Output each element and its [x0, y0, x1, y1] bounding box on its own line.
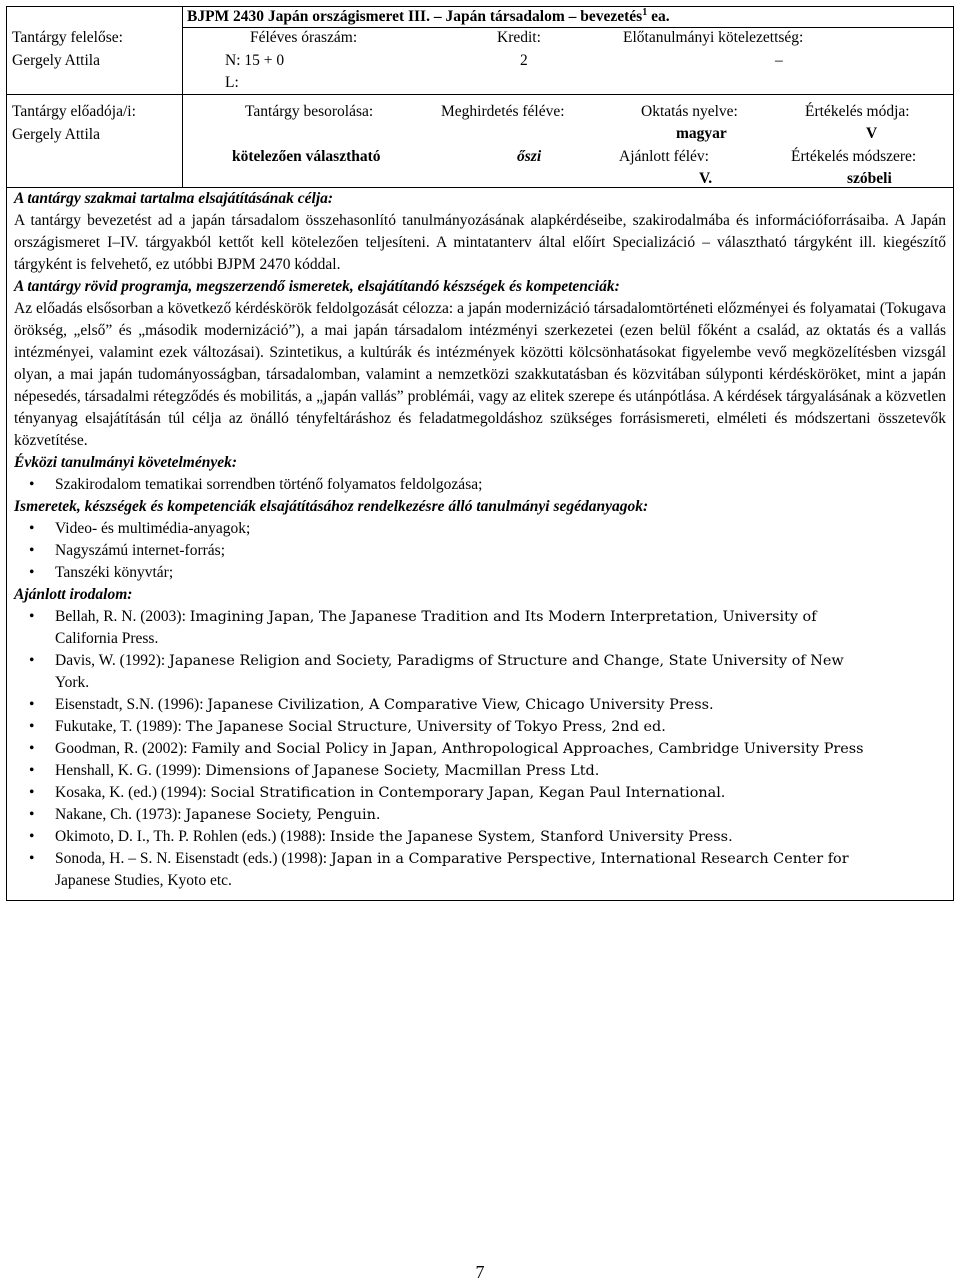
segedanyag-list: [14, 518, 946, 584]
ajanlott-value: V.: [699, 170, 713, 187]
kredit-label: Kredit:: [497, 29, 541, 46]
celja-text: A tantárgy bevezetést ad a japán társadalom összehasonlító tanulmányozásának alapkérdéseibe, szakirodalmába és információforrásaiba. A Japán országismeret I–IV. tárgyakból kettőt kell kötelezően teljesíteni. A mintatanterv által előírt Specializáció – választható tárgyként ill. kiegészítő tárgyként is felvehető, ez utóbbi BJPM 2470 kóddal.: [14, 212, 946, 273]
modja-value: V: [866, 125, 878, 142]
modja-label: Értékelés módja:: [805, 103, 910, 120]
segedanyag-heading: Ismeretek, készségek és kompetenciák elsajátításához rendelkezésre álló tanulmányi segédanyagok:: [14, 498, 649, 515]
bullet-icon: •: [29, 520, 35, 537]
bullet-icon: •: [29, 740, 35, 757]
oraszam-l: L:: [225, 74, 239, 91]
course-title: BJPM 2430 Japán országismeret III. – Japán társadalom – bevezetés$^1$ ea.: [187, 6, 670, 25]
reference-item: • Davis, W. (1992): Japanese Religion and Society, Paradigms of Structure and Change, State University of New York.: [29, 652, 844, 691]
list-item: • Tanszéki könyvtár;: [14, 562, 946, 584]
oraszam-label: Féléves óraszám:: [250, 29, 358, 46]
bullet-icon: •: [29, 784, 35, 801]
bullet-icon: •: [29, 476, 35, 493]
list-item: • Video- és multimédia-anyagok;: [14, 518, 946, 540]
program-text: Az előadás elsősorban a következő kérdéskörök feldolgozását célozza: a japán modernizáció társadalomtörténeti előzményei és folyamatai (Tokugava örökség, „első” és „második modernizáció”), a mai japán társadalom intézményi szerkezetei (ezen belül főként a család, az oktatás és a vallás intézményei, valamint ezek változásai). Szintetikus, a kultúrák és intézmények közötti kölcsönhatásokat figyelembe vevő megközelítésben vizsgál olyan, a mai japán tudományosságban, társadalomban, valamint a nemzetközi szakkutatásban és közvitában súlyponti kérdésköröket, mint a japán népesedés, társadalmi rétegződés és mobilitás, a „japán vallás” problémái, vagy az elitek szerepe és utánpótlása. A kérdések tárgyalásának a közvetlen tényanyag elsajátításán túl célja az önálló tényfeltáráshoz és feladatmegoldáshoz szükséges forrásismereti, elméleti és módszertani összetevők közvetítése.: [14, 300, 946, 449]
reference-item: • Goodman, R. (2002): Family and Social Policy in Japan, Anthropological Approaches, Cambridge University Press: [14, 738, 946, 760]
nyelv-label: Oktatás nyelve:: [641, 103, 738, 120]
felelos-name: Gergely Attila: [12, 52, 100, 69]
reference-item: • Sonoda, H. – S. N. Eisenstadt (eds.) (1998): Japan in a Comparative Perspective, International Research Center for Japanese Studies, Kyoto etc.: [29, 850, 849, 889]
meghirdetes-value: őszi: [517, 148, 542, 165]
modszere-label: Értékelés módszere:: [791, 148, 917, 165]
list-item: • Szakirodalom tematikai sorrendben történő folyamatos feldolgozása;: [14, 474, 946, 496]
list-item: • Nagyszámú internet-forrás;: [14, 540, 946, 562]
evkozi-heading: Évközi tanulmányi követelmények:: [14, 454, 238, 471]
ajanlott-label: Ajánlott félév:: [619, 148, 709, 165]
bullet-icon: •: [29, 542, 35, 559]
bullet-icon: •: [29, 806, 35, 823]
besorolas-value: kötelezően választható: [232, 148, 381, 165]
bullet-icon: •: [29, 828, 35, 845]
meghirdetes-label: Meghirdetés féléve:: [441, 103, 565, 120]
bullet-icon: •: [29, 696, 35, 713]
bullet-icon: •: [29, 608, 35, 625]
bullet-icon: •: [29, 652, 35, 669]
course-body: [7, 188, 953, 900]
program-heading: A tantárgy rövid programja, megszerzendő ismeretek, elsajátítandó készségek és kompetenciák:: [14, 278, 620, 295]
header-divider: [7, 94, 954, 95]
eloado-label: Tantárgy előadója/i:: [12, 103, 136, 120]
course-header-table: [7, 7, 953, 188]
elotan-value: –: [775, 52, 783, 69]
irodalom-heading: Ajánlott irodalom:: [14, 586, 133, 603]
oraszam-n: N: 15 + 0: [225, 52, 285, 69]
course-sheet: [6, 6, 954, 901]
reference-item: • Henshall, K. G. (1999): Dimensions of Japanese Society, Macmillan Press Ltd.: [14, 760, 946, 782]
evkozi-list: [14, 474, 946, 496]
bullet-icon: •: [29, 762, 35, 779]
modszere-value: szóbeli: [847, 170, 892, 187]
reference-item: • Okimoto, D. I., Th. P. Rohlen (eds.) (1988): Inside the Japanese System, Stanford University Press.: [14, 826, 946, 848]
reference-item: • Fukutake, T. (1989): The Japanese Social Structure, University of Tokyo Press, 2nd ed.: [14, 716, 946, 738]
page-number: 7: [475, 1262, 485, 1282]
bullet-icon: •: [29, 718, 35, 735]
reference-item: • Kosaka, K. (ed.) (1994): Social Stratification in Contemporary Japan, Kegan Paul International.: [14, 782, 946, 804]
bullet-icon: •: [29, 850, 35, 867]
bullet-icon: •: [29, 564, 35, 581]
besorolas-label: Tantárgy besorolása:: [245, 103, 374, 120]
elotan-label: Előtanulmányi kötelezettség:: [623, 29, 804, 46]
celja-heading: A tantárgy szakmai tartalma elsajátításának célja:: [14, 190, 334, 207]
reference-item: • Nakane, Ch. (1973): Japanese Society, Penguin.: [14, 804, 946, 826]
header-divider: [182, 7, 183, 187]
nyelv-value: magyar: [676, 125, 727, 142]
kredit-value: 2: [520, 52, 528, 69]
reference-item: • Bellah, R. N. (2003): Imagining Japan, The Japanese Tradition and Its Modern Interpretation, University of California Press.: [29, 608, 817, 647]
reference-item: • Eisenstadt, S.N. (1996): Japanese Civilization, A Comparative View, Chicago University Press.: [14, 694, 946, 716]
eloado-name: Gergely Attila: [12, 126, 100, 143]
irodalom-list: [14, 606, 946, 892]
felelos-label: Tantárgy felelőse:: [12, 29, 123, 46]
